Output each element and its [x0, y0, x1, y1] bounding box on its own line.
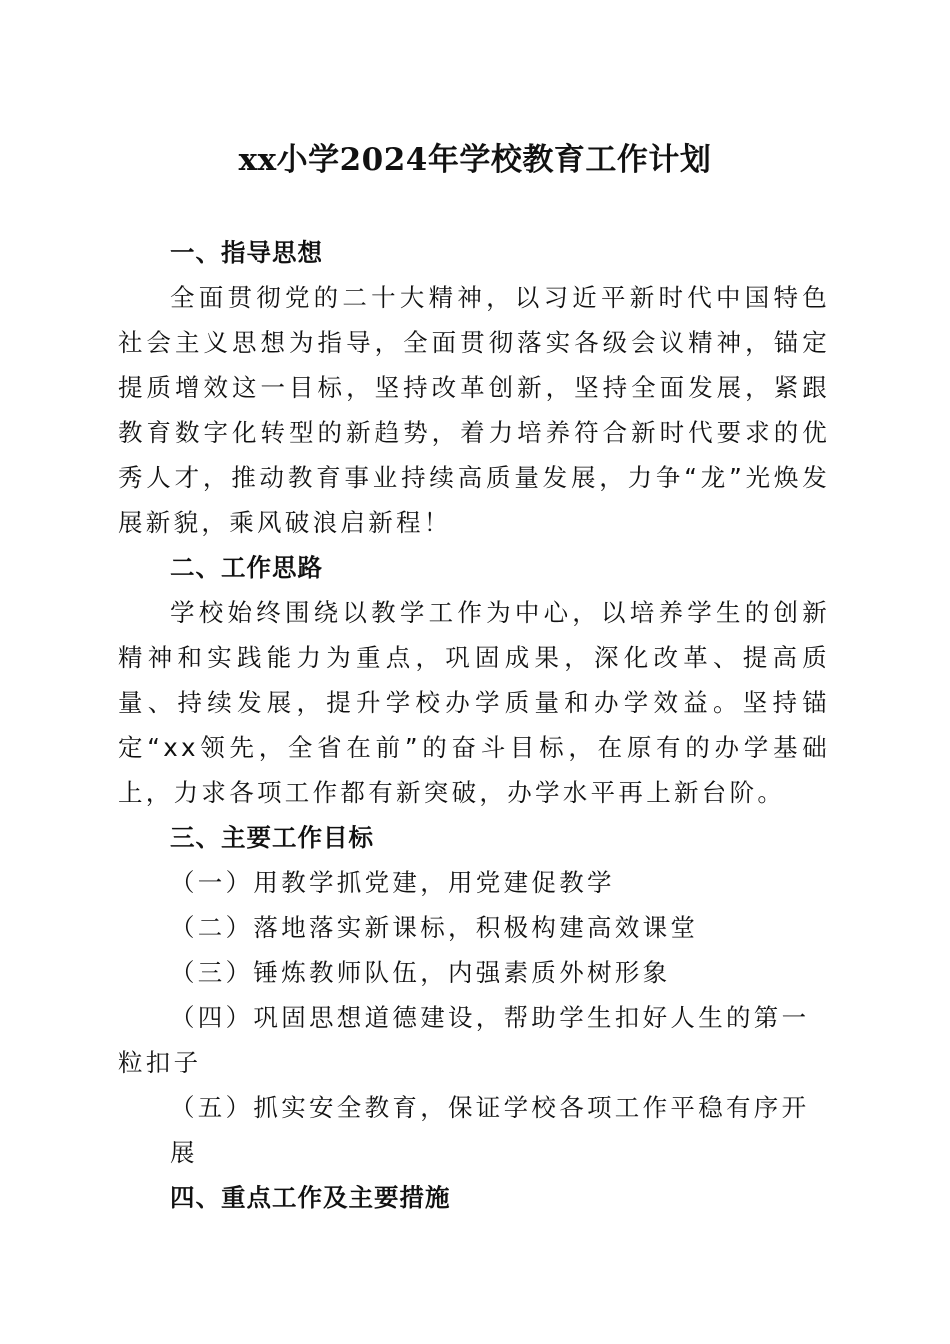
goal-item: （一）用教学抓党建，用党建促教学 — [170, 868, 615, 897]
section-heading-key-work: 四、重点工作及主要措施 — [170, 1183, 451, 1212]
goal-item: （五）抓实安全教育，保证学校各项工作平稳有序开展 — [170, 1093, 810, 1167]
goal-item: （四）巩固思想道德建设，帮助学生扣好人生的第一粒扣子 — [118, 1003, 810, 1077]
section-heading-guiding-ideology: 一、指导思想 — [170, 238, 323, 267]
goal-item: （二）落地落实新课标，积极构建高效课堂 — [170, 913, 699, 942]
section-heading-work-approach: 二、工作思路 — [170, 553, 323, 582]
section-paragraph-guiding-ideology: 全面贯彻党的二十大精神，以习近平新时代中国特色社会主义思想为指导，全面贯彻落实各级会议精神，锚定提质增效这一目标，坚持改革创新，坚持全面发展，紧跟教育数字化转型的新趋势，着力培养符合新时代要求的优秀人才，推动教育事业持续高质量发展，力争“龙”光焕发展新貌，乘风破浪启新程！ — [118, 283, 830, 537]
section-heading-main-goals: 三、主要工作目标 — [170, 823, 374, 852]
goal-item: （三）锤炼教师队伍，内强素质外树形象 — [170, 958, 671, 987]
section-paragraph-work-approach: 学校始终围绕以教学工作为中心，以培养学生的创新精神和实践能力为重点，巩固成果，深化改革、提高质量、持续发展，提升学校办学质量和办学效益。坚持锚定“xx领先，全省在前”的奋斗目标，在原有的办学基础上，力求各项工作都有新突破，办学水平再上新台阶。 — [118, 598, 830, 807]
document-title: xx小学2024年学校教育工作计划 — [238, 142, 712, 178]
document-body — [118, 230, 830, 1220]
